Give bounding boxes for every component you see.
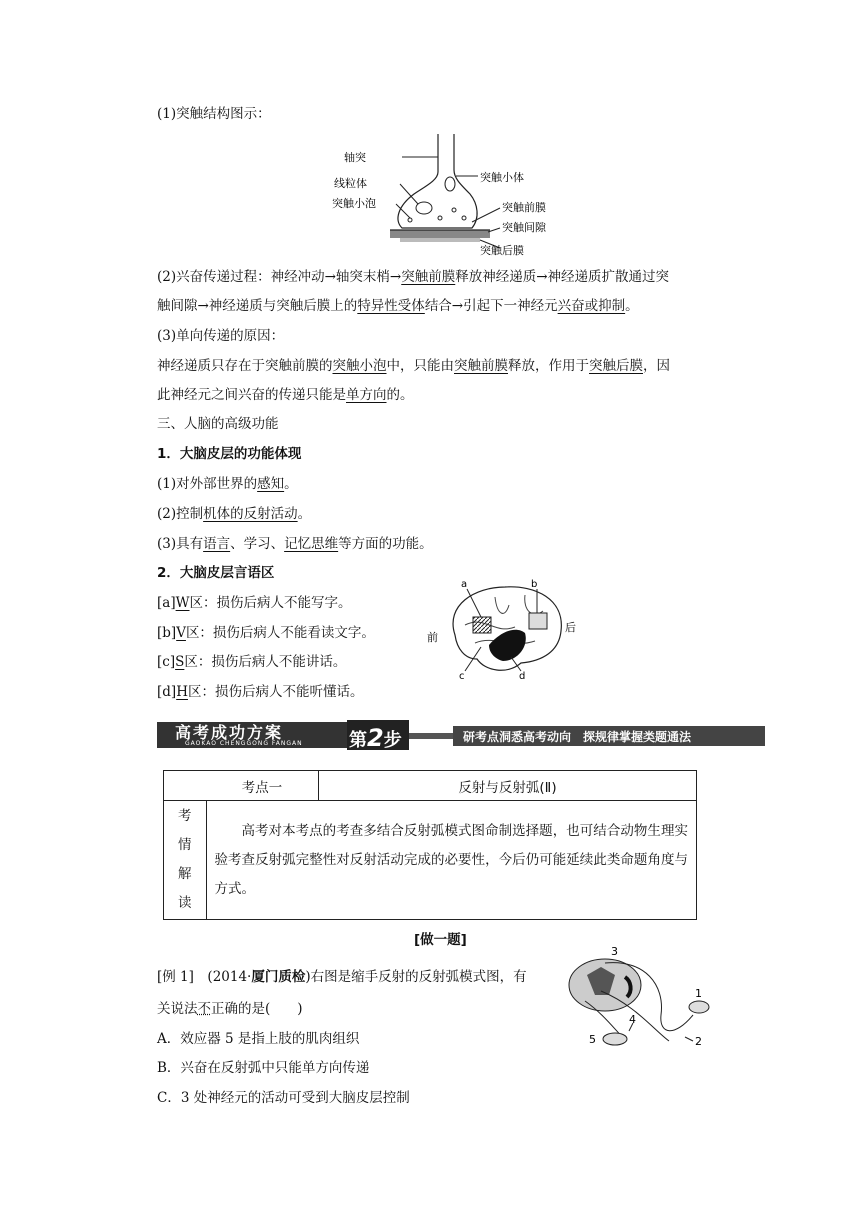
one-way-line1: 神经递质只存在于突触前膜的突触小泡中，只能由突触前膜释放，作用于突触后膜，因	[157, 358, 670, 374]
brain-label-b: b	[531, 579, 538, 590]
practice-heading: [做一题]	[414, 932, 467, 948]
brain-label-d: d	[519, 671, 526, 682]
brain-diagram	[425, 575, 585, 685]
function-item-3: (3)具有语言、学习、记忆思维等方面的功能。	[157, 536, 433, 552]
label-mitochondria: 线粒体	[334, 177, 367, 190]
option-c: C．3 处神经元的活动可受到大脑皮层控制	[157, 1090, 410, 1106]
exam-point-table	[163, 770, 697, 920]
label-post-membrane: 突触后膜	[480, 244, 524, 257]
synapse-diagram	[330, 128, 570, 263]
brain-label-a: a	[461, 579, 468, 590]
function-item-1: (1)对外部世界的感知。	[157, 476, 298, 492]
language-area-w: [a]W区：损伤后病人不能写字。	[157, 595, 352, 611]
label-vesicle: 突触小泡	[332, 197, 376, 210]
synapse-figure-caption: (1)突触结构图示：	[157, 106, 271, 122]
exam-point-title: 反射与反射弧(Ⅱ)	[319, 771, 697, 801]
language-area-v: [b]V区：损伤后病人不能看读文字。	[157, 625, 375, 641]
section-banner	[157, 720, 765, 750]
brain-label-back: 后	[565, 621, 576, 634]
label-bouton: 突触小体	[480, 171, 524, 184]
cortex-function-heading: 1．大脑皮层的功能体现	[157, 446, 302, 462]
one-way-line2: 此神经元之间兴奋的传递只能是单方向的。	[157, 387, 414, 403]
label-cleft: 突触间隙	[502, 221, 546, 234]
language-area-h: [d]H区：损伤后病人不能听懂话。	[157, 684, 364, 700]
section3-heading: 三、人脑的高级功能	[157, 416, 279, 432]
banner-slogan: 研考点洞悉高考动向 探规律掌握类题通法	[463, 730, 692, 744]
language-area-s: [c]S区：损伤后病人不能讲话。	[157, 654, 347, 670]
label-axon: 轴突	[344, 151, 366, 164]
exam-point-label: 考点一	[206, 771, 319, 801]
function-item-2: (2)控制机体的反射活动。	[157, 506, 312, 522]
arc-label-3: 3	[611, 945, 618, 958]
one-way-heading: (3)单向传递的原因：	[157, 328, 285, 344]
example-line1: [例 1] (2014·厦门质检)右图是缩手反射的反射弧模式图，有	[157, 969, 527, 985]
transmission-process-line2: 触间隙→神经递质与突触后膜上的特异性受体结合→引起下一神经元兴奋或抑制。	[157, 298, 639, 314]
arc-label-2: 2	[695, 1035, 702, 1048]
banner-pinyin: GAOKAO CHENGGONG FANGAN	[185, 740, 303, 747]
option-a: A．效应器 5 是指上肢的肌肉组织	[157, 1031, 360, 1047]
example-line2: 关说法不正确的是( )	[157, 1001, 303, 1017]
arc-label-1: 1	[695, 987, 702, 1000]
language-area-heading: 2．大脑皮层言语区	[157, 565, 275, 581]
arc-label-5: 5	[589, 1033, 596, 1046]
label-pre-membrane: 突触前膜	[502, 201, 546, 214]
transmission-process-line1: (2)兴奋传递过程：神经冲动→轴突末梢→突触前膜释放神经递质→神经递质扩散通过突	[157, 269, 670, 285]
brain-label-c: c	[459, 671, 465, 682]
exam-side-label: 考 情 解 读	[164, 801, 207, 920]
banner-title: 高考成功方案	[175, 723, 284, 742]
arc-label-4: 4	[629, 1013, 636, 1026]
brain-label-front: 前	[427, 631, 438, 644]
exam-interpretation: 高考对本考点的考查多结合反射弧模式图命制选择题，也可结合动物生理实验考查反射弧完整性对反射活动完成的必要性，今后仍可能延续此类命题角度与方式。	[206, 801, 697, 920]
reflex-arc-diagram	[565, 945, 715, 1055]
option-b: B．兴奋在反射弧中只能单方向传递	[157, 1060, 370, 1076]
banner-step: 第2步	[349, 724, 402, 752]
